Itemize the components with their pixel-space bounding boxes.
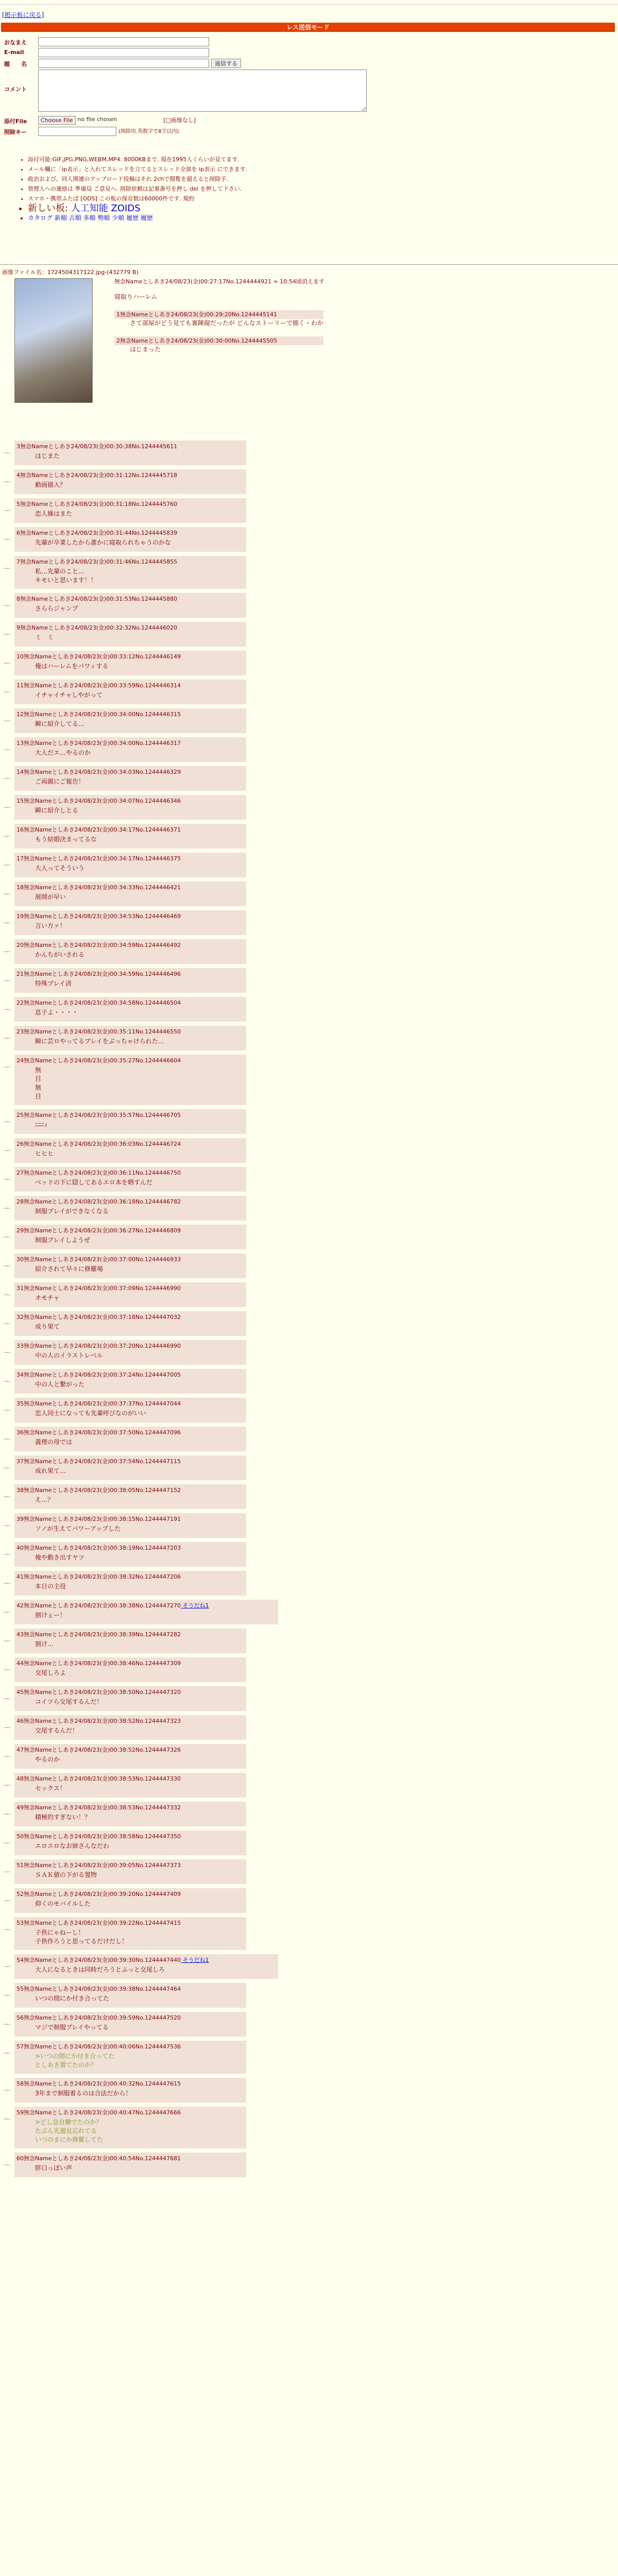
reply-header[interactable]: 54無念Nameとしあき24/08/23(金)00:39:30No.1244447440 そうだね1 — [16, 1957, 209, 1963]
reply-indent-marker: … — [4, 1376, 10, 1383]
email-input[interactable] — [38, 48, 209, 57]
reply-header[interactable]: 59無念Nameとしあき24/08/23(金)00:40:47No.1244447666 — [16, 2109, 181, 2116]
new-boards-label: 新しい板: — [28, 203, 71, 214]
reply-box — [14, 2041, 246, 2074]
reply-box — [14, 1282, 246, 1307]
reply-header[interactable]: 27無念Nameとしあき24/08/23(金)00:36:11No.1244446750 — [16, 1170, 181, 1176]
reply-header[interactable]: 33無念Nameとしあき24/08/23(金)00:37:20No.1244446990 — [16, 1343, 181, 1349]
reply-indent-marker: … — [4, 1607, 10, 1614]
reply-indent-marker: … — [4, 563, 10, 570]
reply-indent-marker: … — [4, 2019, 10, 2026]
reply-indent-marker: … — [4, 860, 10, 867]
reply-body: 本日の主役 — [35, 1583, 66, 1590]
notice-item: • 管理人への連絡は 準備局 ご意見へ. 削除依頼は記事番号を押し del を押して下さい. — [28, 184, 247, 194]
reply-box — [14, 593, 246, 618]
op-header: 無念Nameとしあき24/08/23(金)00:27:17No.1244444921 = 10:54頃消えます — [114, 278, 324, 285]
reply-box — [14, 1513, 246, 1538]
reply-header[interactable]: 38無念Nameとしあき24/08/23(金)00:38:05No.1244447152 — [16, 1487, 181, 1494]
reply-indent-marker: … — [4, 1116, 10, 1124]
reply-box — [14, 527, 246, 552]
reply-body: 俺はハーレムをパワィする — [35, 663, 109, 670]
reply-box — [14, 1455, 246, 1480]
reply-mode-banner: レス送信モード — [1, 23, 615, 32]
sort-few-link[interactable]: 少順 — [112, 214, 125, 222]
reply-body: ソノが生えてパワーアップした — [35, 1525, 121, 1532]
reply-box — [14, 853, 246, 877]
reply-body: 積極的すぎない！？ — [35, 1814, 91, 1821]
sort-many-link[interactable]: 多順 — [83, 214, 96, 222]
reply-indent-marker: … — [4, 658, 10, 665]
reply-body: え…？ — [35, 1496, 54, 1503]
reply-body: 恋人繰はまた — [35, 510, 73, 517]
reply-indent-marker: … — [4, 1033, 10, 1040]
reply-body: 成り果て — [35, 1323, 60, 1330]
reply-box — [14, 1167, 246, 1192]
reply-header[interactable]: 48無念Nameとしあき24/08/23(金)00:38:53No.1244447330 — [16, 1775, 181, 1782]
reply-box — [14, 968, 246, 993]
new-boards — [28, 204, 247, 213]
reply-box — [14, 1253, 246, 1278]
reply-body: 中の人と繋がった — [35, 1381, 85, 1388]
reply-box — [14, 2153, 246, 2177]
reply-header[interactable]: 37無念Nameとしあき24/08/23(金)00:37:54No.1244447115 — [16, 1458, 181, 1465]
reply-indent-marker: … — [4, 477, 10, 484]
reply-header[interactable]: 6無念Nameとしあき24/08/23(金)00:31:44No.1244445839 — [16, 530, 178, 536]
reply-box — [14, 469, 246, 494]
reply-box — [14, 1802, 246, 1826]
name-input[interactable] — [38, 37, 209, 46]
reply-body: ベッドの下に隠してあるエロ本を晒すんだ — [35, 1179, 153, 1186]
reply-indent-marker: … — [4, 1924, 10, 1931]
reply-indent-marker: … — [4, 1232, 10, 1239]
reply-indent-marker: … — [4, 1809, 10, 1816]
reply-box — [14, 1715, 246, 1740]
sort-new-link[interactable]: 新順 — [54, 214, 67, 222]
reply-header[interactable]: 22無念Nameとしあき24/08/23(金)00:34:58No.1244446504 — [16, 999, 181, 1006]
reply-indent-marker: … — [4, 918, 10, 925]
reply-indent-marker: … — [4, 1838, 10, 1845]
reply-indent-marker: … — [4, 1895, 10, 1903]
reply-indent-marker: … — [4, 1520, 10, 1528]
reply-box — [14, 939, 246, 964]
reply-box — [14, 556, 246, 589]
reply-body: 制服プレイができなくなる — [35, 1208, 109, 1215]
reply-box — [14, 1888, 246, 1913]
reply-box — [14, 766, 246, 791]
reply-body: ご両親にご報告！ — [35, 778, 85, 785]
notice-list — [21, 155, 247, 223]
reply-indent-marker: … — [4, 773, 10, 781]
reply-body: イチャイチャしやがって — [35, 691, 103, 699]
reply-indent-marker: … — [4, 1463, 10, 1470]
reply-body: 私…先輩のこと… キモいと思います！！ — [35, 568, 97, 584]
sort-momentum-link[interactable]: 勢順 — [97, 214, 110, 222]
reply-indent-marker: … — [4, 600, 10, 607]
reply-body: 胖口っぽい声 — [35, 2164, 73, 2172]
reply-box — [14, 1311, 246, 1336]
reply-box — [14, 1225, 246, 1249]
reply-body: 3年まで制服着るのは合法だから！ — [35, 2090, 132, 2097]
reply-indent-marker: … — [4, 1203, 10, 1210]
reply-indent-marker: … — [4, 744, 10, 752]
reply-box — [14, 997, 246, 1022]
delkey-label: 削除キー — [4, 129, 27, 135]
op-line: さて部屋がどう見ても裏陳腐だったが どんなストーリーで描く・わか — [130, 319, 323, 327]
reply-box — [14, 498, 246, 523]
reply-body: 子供にゃねーし！ 子供作ろうと思ってるだけだし！ — [35, 1929, 128, 1945]
reply-indent-marker: … — [4, 1722, 10, 1730]
reply-indent-marker: … — [4, 2114, 10, 2121]
sodane-button[interactable]: そうだね1 — [181, 1957, 209, 1963]
reply-body: かんちがいされる — [35, 951, 85, 958]
delkey-hint: (削除用.英数字で8字以内) — [118, 129, 179, 134]
reply-box — [14, 622, 246, 647]
reply-indent-marker: … — [4, 1693, 10, 1701]
reply-body: ヒヒヒ — [35, 1150, 54, 1157]
reply-body: ﾆﾆﾆｨ — [35, 1121, 48, 1128]
reply-header[interactable]: 55無念Nameとしあき24/08/23(金)00:39:38No.1244447464 — [16, 1986, 181, 1992]
reply-indent-marker: … — [4, 1261, 10, 1268]
reply-box — [14, 1484, 246, 1509]
reply-body: オモチャ — [35, 1294, 60, 1301]
reply-box — [14, 1369, 246, 1394]
reply-header[interactable]: 40無念Nameとしあき24/08/23(金)00:38:19No.1244447203 — [16, 1545, 181, 1551]
reply-body: 瞬に芸ロやってるプレイをぶっちゃけられた… — [35, 1038, 164, 1045]
reply-header[interactable]: 20無念Nameとしあき24/08/23(金)00:34:59No.1244446492 — [16, 942, 181, 948]
notice-item: • 政治および、同人関連のアップロード投稿はそれ 2chで閲覧を超えると削除予. — [28, 174, 247, 184]
reply-header[interactable]: 31無念Nameとしあき24/08/23(金)00:37:09No.1244446990 — [16, 1285, 181, 1292]
reply-body: エロエロなお姉さんなだわ — [35, 1842, 110, 1850]
reply-indent-marker: … — [4, 448, 10, 455]
reply-body: さららジャンプ — [35, 605, 78, 612]
reply-header[interactable]: 39無念Nameとしあき24/08/23(金)00:38:15No.1244447191 — [16, 1516, 181, 1522]
reply-box — [14, 1954, 278, 1979]
reply-body: 交尾しろよ — [35, 1669, 66, 1676]
reply-box — [14, 1686, 246, 1711]
reply-box — [14, 1744, 246, 1769]
reply-box — [14, 651, 246, 675]
reply-body: いつの間にか付き合ってた — [35, 1995, 110, 2002]
reply-body: 交尾するんだ！ — [35, 1727, 79, 1734]
reply-box — [14, 882, 246, 906]
reply-body: ミ ミ — [35, 634, 54, 641]
reply-indent-marker: … — [4, 1867, 10, 1874]
reply-header[interactable]: 52無念Nameとしあき24/08/23(金)00:39:20No.1244447409 — [16, 1891, 181, 1897]
reply-header[interactable]: 36無念Nameとしあき24/08/23(金)00:37:50No.1244447096 — [16, 1429, 181, 1436]
reply-box — [14, 1571, 246, 1596]
reply-indent-marker: … — [4, 1492, 10, 1499]
comment-textarea[interactable] — [38, 70, 367, 112]
reply-box — [14, 1917, 246, 1950]
reply-body: 仰くのモバイルした — [35, 1900, 91, 1907]
reply-indent-marker: … — [4, 1174, 10, 1181]
reply-box — [14, 1138, 246, 1163]
reply-box — [14, 1340, 246, 1365]
reply-body: 大人ってそういう — [35, 865, 85, 872]
reply-header[interactable]: 60無念Nameとしあき24/08/23(金)00:40:54No.1244447681 — [16, 2155, 181, 2162]
reply-box — [14, 1026, 246, 1050]
reply-header[interactable]: 30無念Nameとしあき24/08/23(金)00:37:00No.1244446933 — [16, 1256, 181, 1263]
reply-indent-marker: … — [4, 946, 10, 954]
file-status: no file chosen — [77, 116, 117, 123]
reply-header[interactable]: 24無念Nameとしあき24/08/23(金)00:35:27No.1244446604 — [16, 1057, 181, 1064]
reply-header[interactable]: 11無念Nameとしあき24/08/23(金)00:33:59No.1244446314 — [16, 682, 181, 689]
reply-header[interactable]: 43無念Nameとしあき24/08/23(金)00:38:39No.1244447282 — [16, 1631, 181, 1638]
reply-body: マジで制服プレイやってる — [35, 2024, 109, 2031]
op-line — [114, 301, 323, 310]
reply-header[interactable]: 19無念Nameとしあき24/08/23(金)00:34:53No.1244446469 — [16, 913, 181, 920]
reply-indent-marker: … — [4, 1780, 10, 1787]
reply-body: 言い方ァ！ — [35, 922, 66, 929]
reply-indent-marker: … — [4, 534, 10, 541]
reply-header[interactable]: 16無念Nameとしあき24/08/23(金)00:34:17No.1244446371 — [16, 826, 181, 833]
op-line: はじまった — [130, 346, 161, 353]
reply-indent-marker: … — [4, 1990, 10, 1997]
reply-body: 瞬に紹介してる… — [35, 720, 85, 727]
reply-indent-marker: … — [4, 1062, 10, 1069]
reply-body: 動画描入？ — [35, 481, 66, 488]
catalog-link[interactable]: カタログ — [28, 214, 53, 222]
board-link-zoids[interactable]: ZOIDS — [111, 203, 141, 214]
reply-body: 割けぇー！ — [35, 1612, 66, 1619]
reply-header[interactable]: 17無念Nameとしあき24/08/23(金)00:34:17No.1244446375 — [16, 855, 181, 862]
reply-header[interactable]: 26無念Nameとしあき24/08/23(金)00:36:03No.1244446724 — [16, 1141, 181, 1147]
reply-header[interactable]: 21無念Nameとしあき24/08/23(金)00:34:59No.1244446496 — [16, 971, 181, 977]
reply-header[interactable]: 42無念Nameとしあき24/08/23(金)00:38:38No.1244447270 そうだね1 — [16, 1602, 209, 1609]
op-line — [114, 328, 323, 336]
reply-body: 義理の母では — [35, 1438, 73, 1446]
reply-header[interactable]: 46無念Nameとしあき24/08/23(金)00:38:52No.1244447323 — [16, 1718, 181, 1724]
reply-header[interactable]: 44無念Nameとしあき24/08/23(金)00:38:46No.1244447309 — [16, 1660, 181, 1667]
reply-body: やるのか — [35, 1756, 60, 1763]
history-link-2[interactable]: 履歴 — [140, 214, 153, 222]
reply-header[interactable]: 23無念Nameとしあき24/08/23(金)00:35:11No.1244446550 — [16, 1028, 181, 1035]
reply-indent-marker: … — [4, 1636, 10, 1643]
reply-body: ＳＡＫ値の下がる置物 — [35, 1871, 97, 1878]
reply-header[interactable]: 13無念Nameとしあき24/08/23(金)00:34:00No.1244446317 — [16, 740, 181, 747]
notice-item: • スマホ・携帯ふたば [ODS] この板の保存数は60000件です. 規約 — [28, 194, 247, 204]
reply-indent-marker: … — [4, 831, 10, 838]
reply-indent-marker: … — [4, 975, 10, 982]
reply-body: 成れ果て… — [35, 1467, 66, 1475]
reply-indent-marker: … — [4, 1961, 10, 1969]
reply-header[interactable]: 45無念Nameとしあき24/08/23(金)00:38:50No.1244447320 — [16, 1689, 181, 1696]
reply-body: 特殊プレイ済 — [35, 980, 72, 987]
reply-box — [14, 795, 246, 820]
reply-box — [14, 1600, 278, 1624]
reply-indent-marker: … — [4, 2048, 10, 2055]
reply-indent-marker: … — [4, 1145, 10, 1153]
reply-body: 大人になるときは同時だろうとふっと交尾しろ — [35, 1966, 165, 1973]
reply-indent-marker: … — [4, 1405, 10, 1412]
submit-reply-button[interactable]: 返信する — [211, 59, 241, 68]
no-image-checkbox[interactable]: [□画像なし] — [163, 117, 196, 124]
reply-box — [14, 737, 246, 762]
reply-body: 制服プレイしようぜ — [35, 1236, 90, 1244]
op-line: 寝取りハーレム — [114, 293, 158, 300]
reply-body: コイツら交尾するんだ！ — [35, 1698, 103, 1705]
reply-header[interactable]: 34無念Nameとしあき24/08/23(金)00:37:24No.1244447005 — [16, 1371, 181, 1378]
reply-box — [14, 824, 246, 849]
reply-box — [14, 2078, 246, 2103]
reply-box — [14, 1831, 246, 1855]
back-to-board-link[interactable]: [掲示板に戻る] — [2, 11, 44, 19]
choose-file-button[interactable]: Choose File — [38, 116, 76, 125]
reply-header[interactable]: 32無念Nameとしあき24/08/23(金)00:37:18No.1244447032 — [16, 1314, 181, 1320]
reply-header[interactable]: 56無念Nameとしあき24/08/23(金)00:39:59No.1244447520 — [16, 2014, 181, 2021]
subject-label: 題 名 — [4, 61, 27, 67]
comment-label: コメント — [4, 86, 27, 93]
reply-body: 割け… — [35, 1640, 54, 1648]
reply-body: 恋人同士になっても先輩呼びなのがいい — [35, 1410, 147, 1417]
reply-indent-marker: … — [4, 1665, 10, 1672]
reply-header[interactable]: 4無念Nameとしあき24/08/23(金)00:31:12No.1244445718 — [16, 472, 178, 479]
op-line: 1無念Nameとしあき24/08/23(金)00:29:20No.1244445141 — [114, 310, 323, 319]
sort-old-link[interactable]: 古順 — [68, 214, 81, 222]
reply-box — [14, 1427, 246, 1451]
reply-header[interactable]: 29無念Nameとしあき24/08/23(金)00:36:27No.1244446809 — [16, 1227, 181, 1234]
op-file-info[interactable]: 画像ファイル名：1724504317122.jpg-(432779 B) — [2, 269, 139, 276]
delkey-input[interactable] — [38, 127, 116, 136]
reply-form — [4, 37, 367, 138]
reply-body: 大人だエ…やるのか — [35, 749, 91, 756]
reply-header[interactable]: 12無念Nameとしあき24/08/23(金)00:34:00No.1244446315 — [16, 711, 181, 718]
reply-box — [14, 2012, 246, 2037]
reply-body: >どし急自働でたのか？ たぶん先週見忘れてる いつのまにか修羅してた — [35, 2119, 104, 2143]
reply-box — [14, 680, 246, 704]
reply-body: はじまた — [35, 452, 60, 460]
reply-indent-marker: … — [4, 716, 10, 723]
notice-item: • 添付可能:GIF,JPG,PNG,WEBM,MP4. 8000KBまで. 現在1995人くらいが見てます. — [28, 155, 247, 164]
reply-body: もう結婚決まってるな — [35, 836, 97, 843]
reply-body: 息子よ・・・・ — [35, 1009, 79, 1016]
reply-body: 俺や動き出すヤツ — [35, 1554, 85, 1561]
reply-indent-marker: … — [4, 505, 10, 513]
reply-header[interactable]: 41無念Nameとしあき24/08/23(金)00:38:32No.1244447206 — [16, 1573, 181, 1580]
catalog-nav — [28, 213, 247, 223]
reply-box — [14, 1983, 246, 2008]
op-thumbnail-image[interactable] — [14, 278, 93, 403]
reply-body: 瞬に紹介しとる — [35, 807, 79, 814]
reply-box — [14, 1055, 246, 1105]
reply-indent-marker: … — [4, 1549, 10, 1556]
reply-indent-marker: … — [4, 2160, 10, 2167]
op-line: 2無念Nameとしあき24/08/23(金)00:30:00No.1244445505 — [114, 336, 323, 345]
reply-body: セックス！ — [35, 1785, 66, 1792]
reply-indent-marker: … — [4, 629, 10, 636]
reply-header[interactable]: 57無念Nameとしあき24/08/23(金)00:40:06No.1244447536 — [16, 2043, 181, 2050]
reply-header[interactable]: 9無念Nameとしあき24/08/23(金)00:32:32No.1244446020 — [16, 624, 178, 631]
reply-header[interactable]: 15無念Nameとしあき24/08/23(金)00:34:07No.1244446346 — [16, 798, 181, 804]
reply-box — [14, 440, 246, 465]
file-label: 添付File — [4, 118, 27, 125]
reply-header[interactable]: 51無念Nameとしあき24/08/23(金)00:39:05No.1244447373 — [16, 1862, 181, 1869]
reply-header[interactable]: 18無念Nameとしあき24/08/23(金)00:34:33No.1244446421 — [16, 884, 181, 891]
reply-body: 紹介されて早々に修羅場 — [35, 1265, 104, 1273]
reply-indent-marker: … — [4, 1434, 10, 1441]
reply-indent-marker: … — [4, 1578, 10, 1585]
reply-indent-marker: … — [4, 802, 10, 809]
reply-header[interactable]: 58無念Nameとしあき24/08/23(金)00:40:32No.1244447615 — [16, 2080, 181, 2087]
op-body — [114, 293, 323, 354]
reply-box — [14, 1196, 246, 1221]
reply-body: 先輩が卒業したから誰かに寝取られちゃうのかな — [35, 539, 171, 546]
reply-header[interactable]: 35無念Nameとしあき24/08/23(金)00:37:37No.1244447044 — [16, 1400, 181, 1407]
history-link[interactable]: 履歴 — [126, 214, 139, 222]
reply-header[interactable]: 49無念Nameとしあき24/08/23(金)00:38:53No.1244447332 — [16, 1804, 181, 1811]
reply-indent-marker: … — [4, 889, 10, 896]
board-link-ai[interactable]: 人工知能 — [71, 203, 108, 214]
notice-item: • メール欄に「ip表示」と入れてスレッドを立てるとスレッド全部を ip表示 にできます. — [28, 164, 247, 174]
reply-indent-marker: … — [4, 1290, 10, 1297]
reply-body: >いつの間にか付き合ってた としあき置てたのか？ — [35, 2053, 115, 2069]
reply-header[interactable]: 8無念Nameとしあき24/08/23(金)00:31:53No.1244445880 — [16, 596, 178, 602]
thread-divider — [0, 264, 618, 265]
reply-header[interactable]: 10無念Nameとしあき24/08/23(金)00:33:12No.1244446149 — [16, 653, 181, 660]
reply-indent-marker: … — [4, 1347, 10, 1354]
reply-header[interactable]: 53無念Nameとしあき24/08/23(金)00:39:22No.1244447415 — [16, 1920, 181, 1926]
reply-box — [14, 1398, 246, 1422]
reply-header[interactable]: 25無念Nameとしあき24/08/23(金)00:35:57No.1244446705 — [16, 1112, 181, 1118]
reply-header[interactable]: 5無念Nameとしあき24/08/23(金)00:31:18No.1244445760 — [16, 501, 178, 507]
reply-box — [14, 2107, 246, 2148]
reply-box — [14, 1629, 246, 1653]
email-label: E-mail — [4, 49, 24, 56]
reply-box — [14, 1773, 246, 1798]
reply-header[interactable]: 14無念Nameとしあき24/08/23(金)00:34:03No.1244446329 — [16, 769, 181, 775]
reply-indent-marker: … — [4, 1751, 10, 1758]
reply-header[interactable]: 3無念Nameとしあき24/08/23(金)00:30:38No.1244445611 — [16, 443, 178, 450]
reply-indent-marker: … — [4, 2085, 10, 2092]
reply-box — [14, 910, 246, 935]
reply-indent-marker: … — [4, 687, 10, 694]
name-label: おなまえ — [4, 39, 27, 46]
subject-input[interactable] — [38, 59, 209, 68]
reply-header[interactable]: 47無念Nameとしあき24/08/23(金)00:38:52No.1244447326 — [16, 1747, 181, 1753]
reply-body: 中の人のイラストレベル — [35, 1352, 103, 1359]
reply-box — [14, 1657, 246, 1682]
reply-header[interactable]: 50無念Nameとしあき24/08/23(金)00:38:58No.1244447350 — [16, 1833, 181, 1840]
reply-box — [14, 708, 246, 733]
top-divider — [0, 4, 618, 5]
reply-header[interactable]: 7無念Nameとしあき24/08/23(金)00:31:46No.1244445855 — [16, 558, 178, 565]
reply-header[interactable]: 28無念Nameとしあき24/08/23(金)00:36:18No.1244446782 — [16, 1198, 181, 1205]
reply-body: 展開が早い — [35, 893, 66, 901]
reply-box — [14, 1542, 246, 1567]
reply-box — [14, 1859, 246, 1884]
sodane-button[interactable]: そうだね1 — [181, 1602, 209, 1609]
reply-body: 無 目 無 目 — [35, 1066, 42, 1100]
reply-box — [14, 1109, 246, 1134]
reply-indent-marker: … — [4, 1004, 10, 1011]
reply-indent-marker: … — [4, 1318, 10, 1326]
